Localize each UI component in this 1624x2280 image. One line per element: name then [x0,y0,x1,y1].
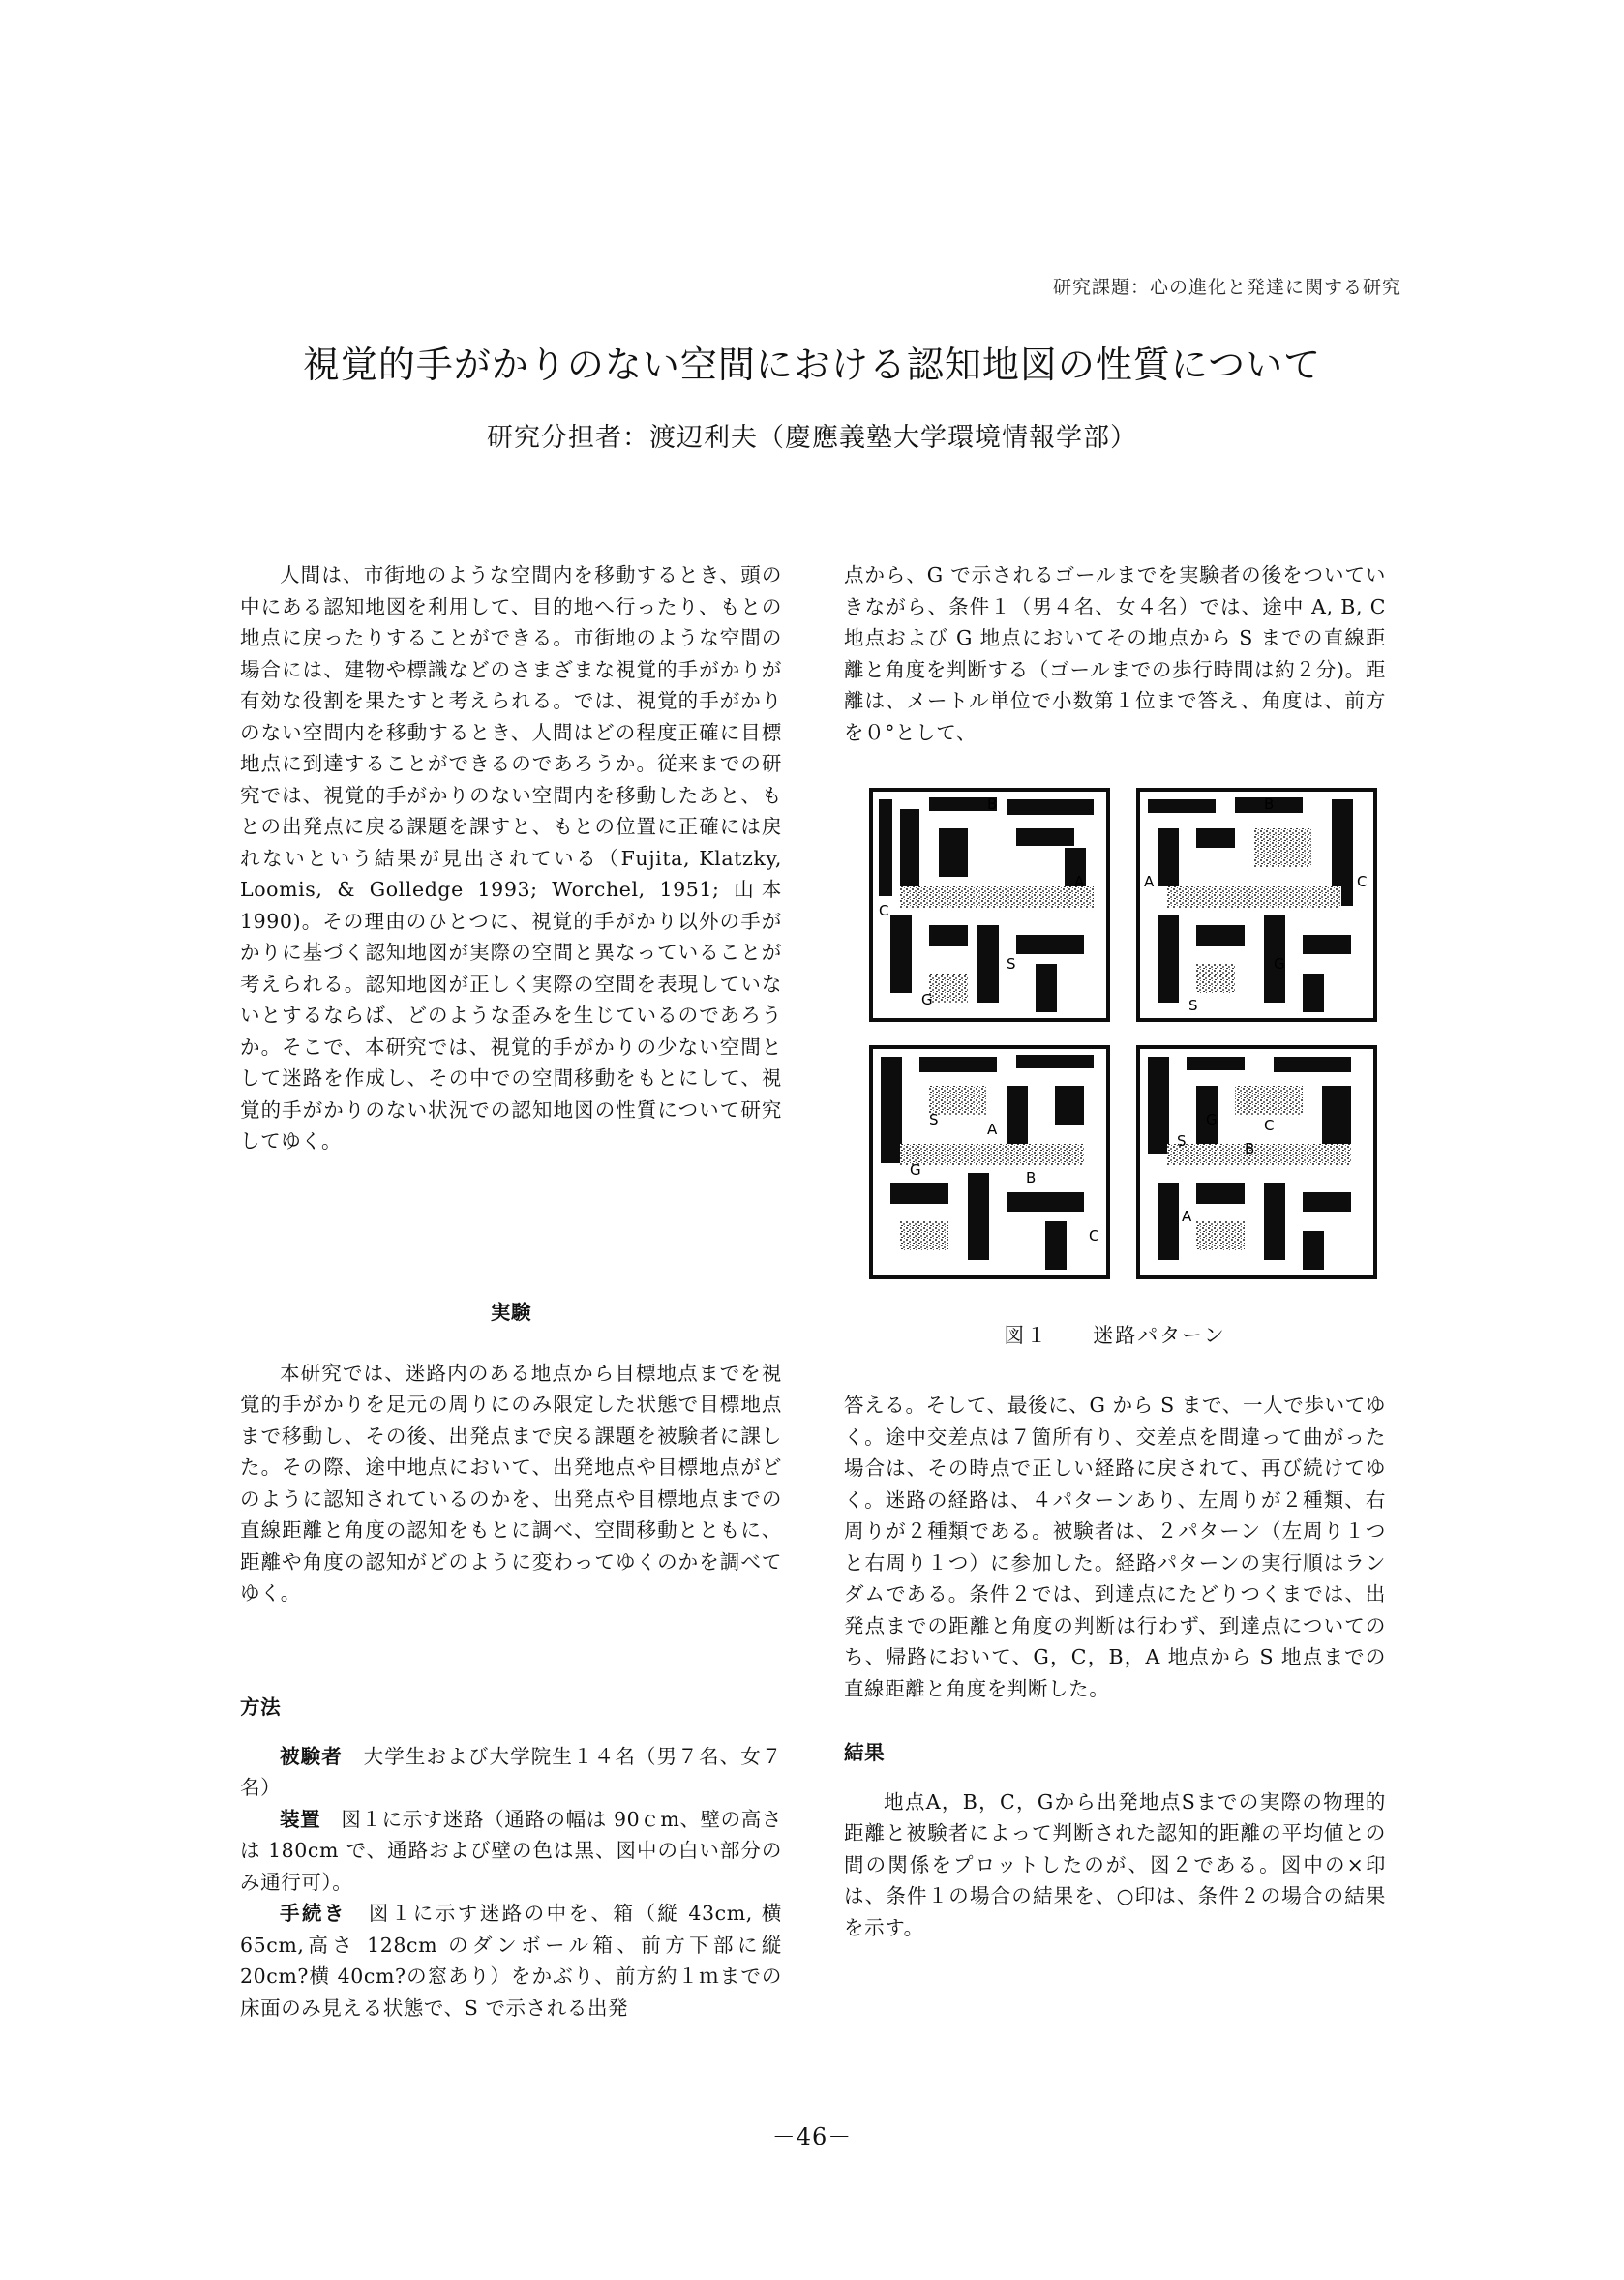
maze-panel-2 [1138,790,1375,1020]
continuation-paragraph: 点から、G で示されるゴールまでを実験者の後をついていきながら、条件１（男４名、女４名）では、途中 A, B, C 地点および G 地点においてその地点から S までの直線距離と角度を判断する（ゴールまでの歩行時間は約２分)。距離は、メートル単位で小数第１位まで答え、角度は、前方を０°として、 [844,563,1386,744]
page-number: －46－ [771,2123,853,2150]
procedure-text: 図１に示す迷路の中を、箱（縦 43cm, 横 65cm,高さ 128cm のダンボール箱、前方下部に縦 20cm?横 40cm?の窓あり）をかぶり、前方約１ｍまでの床面のみ見える状態で、S で示される出発 [240,1902,782,2020]
maze-label: G [921,991,933,1008]
maze-label: B [1264,795,1275,813]
maze-panel-4 [1138,1047,1375,1277]
procedure-paragraph [240,1898,782,2024]
maze-figure [869,786,1380,1289]
subjects-paragraph [240,1741,782,1804]
method-section [240,1692,782,2024]
maze-label: S [1177,1132,1187,1150]
maze-label: C [1264,1117,1275,1134]
experiment-paragraph: 本研究では、迷路内のある地点から目標地点までを視覚的手がかりを足元の周りにのみ限定した状態で目標地点まで移動し、その後、出発点まで戻る課題を被験者に課した。その際、途中地点において、出発地点や目標地点がどのように認知されているのかを、出発点や目標地点までの直線距離と角度の認知をもとに調べ、空間移動とともに、距離や角度の認知がどのように変わってゆくのかを調べてゆく。 [240,1361,782,1605]
results-heading: 結果 [844,1741,886,1764]
experiment-section [240,1297,782,1609]
maze-panel-1 [871,790,1108,1020]
subjects-label: 被験者 [280,1744,343,1768]
figure-caption: 図１ 迷路パターン [1004,1324,1226,1347]
maze-figure-svg [869,786,1380,1289]
left-column [240,559,782,1157]
maze-label: C [879,902,889,919]
maze-label: C [1357,873,1368,890]
paper-title: 視覚的手がかりのない空間における認知地図の性質について [302,344,1322,386]
maze-label: A [987,1121,998,1138]
right-column-bottom [844,1390,1386,1943]
maze-label: S [929,1111,939,1128]
maze-panel-3 [871,1047,1108,1277]
maze-label: G [1206,1111,1218,1128]
experiment-heading: 実験 [490,1301,532,1324]
after-figure-paragraph: 答える。そして、最後に、G から S まで、一人で歩いてゆく。途中交差点は７箇所有り、交差点を間違って曲がった場合は、その時点で正しい経路に戻されて、再び続けてゆく。迷路の経路は、４パターンあり、左周りが２種類、右周りが２種類である。被験者は、２パターン（左周り１つと右周り１つ）に参加した。経路パターンの実行順はランダムである。条件２では、到達点にたどりつくまでは、出発点までの距離と角度の判断は行わず、到達点についてのち、帰路において、G，C，B，A 地点から S 地点までの直線距離と角度を判断した。 [844,1394,1386,1700]
apparatus-label: 装置 [280,1807,321,1831]
subjects-text: 大学生および大学院生１４名（男７名、女７名） [240,1744,782,1799]
maze-label: S [1188,997,1198,1014]
maze-label: S [1007,955,1016,973]
maze-label: B [1026,1169,1037,1186]
results-paragraph: 地点A，B，C，Gから出発地点Sまでの実際の物理的距離と被験者によって判断された認知的距離の平均値との間の関係をプロットしたのが、図２である。図中の×印は、条件１の場合の結果を、○印は、条件２の場合の結果を示す。 [844,1789,1386,1939]
apparatus-paragraph [240,1804,782,1899]
maze-label: A [1074,873,1085,890]
intro-paragraph: 人間は、市街地のような空間内を移動するとき、頭の中にある認知地図を利用して、目的地へ行ったり、もとの地点に戻ったりすることができる。市街地のような空間の場合には、建物や標識などのさまざまな視覚的手がかりが有効な役割を果たすと考えられる。では、視覚的手がかりのない空間内を移動するとき、人間はどの程度正確に目標地点に到達することができるのであろうか。従来までの研究では、視覚的手がかりのない空間内を移動したあと、もとの出発点に戻る課題を課すと、もとの位置に正確には戻れないという結果が見出されている（Fujita, Klatzky, Loomis, & Golledge 1993; Worchel, 1951; 山本 1990)。その理由のひとつに、視覚的手がかり以外の手がかりに基づく認知地図が実際の空間と異なっていることが考えられる。認知地図が正しく実際の空間を表現していないとするならば、どのような歪みを生じているのであろうか。そこで、本研究では、視覚的手がかりの少ない空間として迷路を作成し、その中での空間移動をもとにして、視覚的手がかりのない状況での認知地図の性質について研究してゆく。 [240,563,782,1153]
author-line: 研究分担者：渡辺利夫（慶應義塾大学環境情報学部） [487,423,1137,453]
procedure-label: 手続き [280,1902,346,1925]
maze-label: B [1245,1140,1255,1157]
method-heading: 方法 [240,1695,282,1719]
maze-label: A [1182,1208,1192,1225]
maze-label: A [1144,873,1155,890]
project-label: 研究課題：心の進化と発達に関する研究 [1052,277,1401,298]
maze-label: B [987,795,998,813]
apparatus-text: 図１に示す迷路（通路の幅は 90ｃm、壁の高さは 180cm で、通路および壁の色は黒、図中の白い部分のみ通行可）。 [240,1807,782,1894]
right-column-top [844,559,1386,748]
maze-label: G [1274,955,1285,973]
maze-label: C [1089,1227,1099,1245]
maze-label: G [910,1161,921,1179]
